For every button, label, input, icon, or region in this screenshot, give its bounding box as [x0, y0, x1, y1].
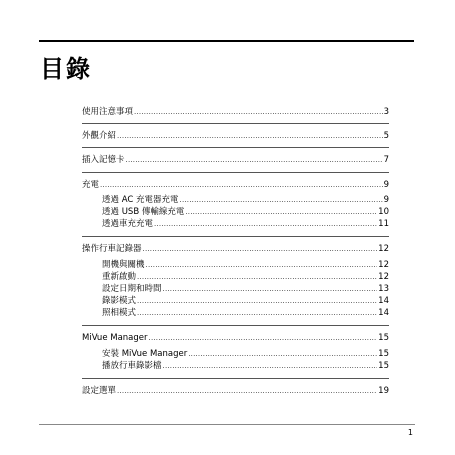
toc-entry-page: 12: [378, 260, 389, 270]
toc-entry-page: 14: [378, 296, 389, 306]
dot-leader: [100, 178, 383, 192]
dot-leader: [134, 105, 383, 119]
toc-subentry: [102, 306, 389, 320]
section-divider: [82, 378, 389, 379]
toc-entry-label: 播放行車錄影檔: [102, 361, 162, 371]
toc-entry-label: 插入記憶卡: [82, 155, 125, 165]
toc-entry: [82, 153, 389, 167]
dot-leader: [163, 359, 378, 373]
toc-entry-label: MiVue Manager: [82, 333, 148, 343]
table-of-contents: [82, 0, 389, 455]
toc-entry-label: 透過 USB 傳輸線充電: [102, 207, 185, 217]
section-divider: [82, 172, 389, 173]
toc-entry-page: 14: [378, 308, 389, 318]
toc-entry-label: 外觀介紹: [82, 131, 117, 141]
toc-entry-page: 12: [378, 272, 389, 282]
section-divider: [82, 236, 389, 237]
toc-entry: [82, 105, 389, 119]
toc-entry-label: 安裝 MiVue Manager: [102, 349, 188, 359]
toc-entry-label: 開機與關機: [102, 260, 145, 270]
toc-entry-label: 設定日期和時間: [102, 284, 162, 294]
toc-entry-page: 3: [383, 107, 389, 117]
section-divider: [82, 325, 389, 326]
toc-entry: [82, 129, 389, 143]
section-divider: [82, 123, 389, 124]
toc-entry: [82, 331, 389, 345]
toc-subentry: [102, 359, 389, 373]
toc-entry-label: 透過 AC 充電器充電: [102, 195, 179, 205]
section-divider: [82, 147, 389, 148]
dot-leader: [143, 242, 378, 256]
toc-entry-label: 設定選單: [82, 386, 117, 396]
toc-entry: [82, 178, 389, 192]
toc-entry-page: 9: [383, 180, 389, 190]
dot-leader: [149, 331, 378, 345]
toc-entry-page: 13: [378, 284, 389, 294]
dot-leader: [126, 153, 383, 167]
toc-entry-label: 錄影模式: [102, 296, 137, 306]
toc-entry-page: 15: [378, 333, 389, 343]
toc-entry-page: 15: [378, 349, 389, 359]
toc-entry-label: 照相模式: [102, 308, 137, 318]
toc-entry-page: 19: [378, 386, 389, 396]
toc-entry-page: 11: [378, 219, 389, 229]
page-title: 目錄: [40, 55, 92, 83]
toc-entry-label: 透過車充充電: [102, 219, 154, 229]
toc-entry: [82, 384, 389, 398]
dot-leader: [117, 384, 377, 398]
toc-subentry: [102, 217, 389, 231]
page-number: 1: [407, 428, 413, 437]
toc-entry-label: 使用注意事項: [82, 107, 134, 117]
toc-entry-page: 9: [383, 195, 389, 205]
toc-entry-page: 12: [378, 244, 389, 254]
dot-leader: [154, 217, 377, 231]
dot-leader: [117, 129, 383, 143]
toc-entry-page: 7: [383, 155, 389, 165]
toc-entry-label: 充電: [82, 180, 100, 190]
toc-entry-label: 操作行車記錄器: [82, 244, 142, 254]
toc-entry-page: 5: [383, 131, 389, 141]
toc-entry: [82, 242, 389, 256]
dot-leader: [137, 306, 377, 320]
footer-rule: [39, 424, 415, 425]
toc-entry-label: 重新啟動: [102, 272, 137, 282]
toc-entry-page: 10: [378, 207, 389, 217]
toc-entry-page: 15: [378, 361, 389, 371]
